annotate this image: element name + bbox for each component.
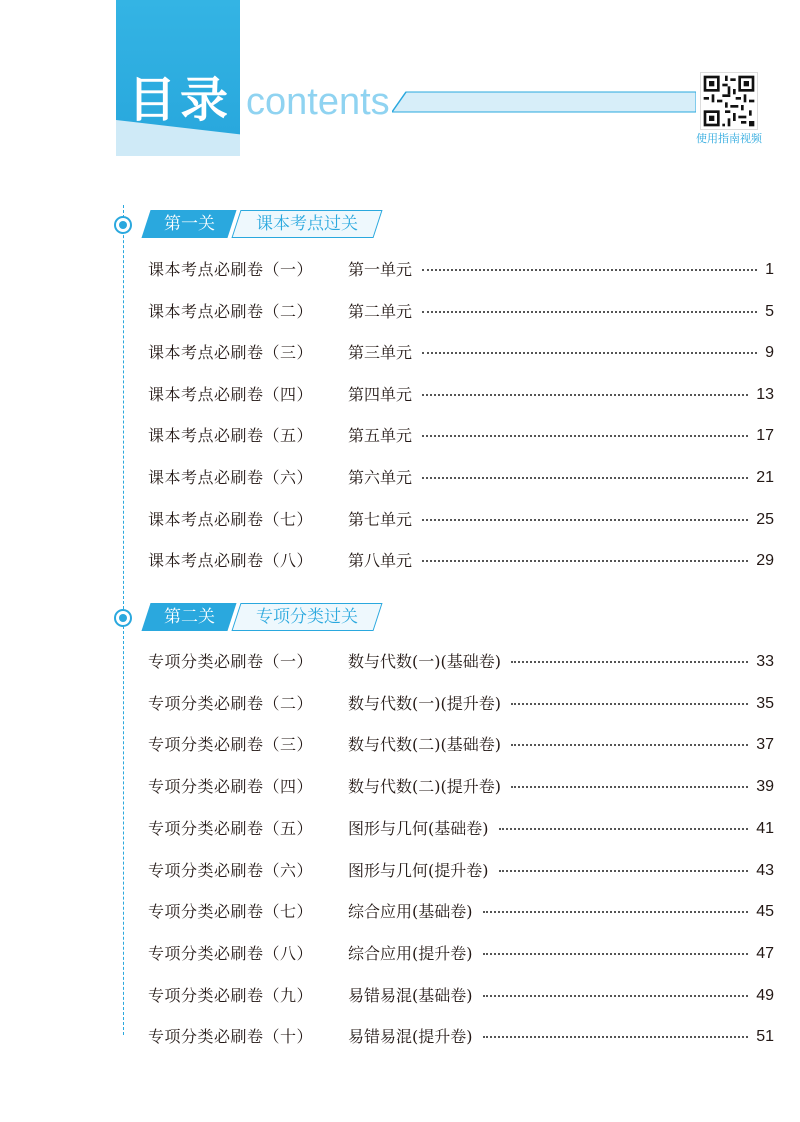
dot-leader — [483, 953, 748, 955]
dot-leader — [422, 269, 757, 271]
toc-entry-label: 专项分类必刷卷（二） — [148, 694, 314, 713]
toc-entry-page: 25 — [756, 511, 774, 528]
toc-entry-title: 数与代数(一)(基础卷) — [348, 652, 501, 671]
toc-entry-page: 21 — [756, 469, 774, 486]
qr-code-icon — [701, 73, 757, 129]
section-header — [112, 210, 392, 242]
toc-entry-page: 5 — [765, 303, 774, 320]
toc-entry[interactable] — [148, 900, 774, 924]
toc-entry-label: 课本考点必刷卷（三） — [148, 343, 314, 362]
dot-leader — [422, 519, 748, 521]
toc-entry[interactable] — [148, 984, 774, 1008]
section-name-text: 课本考点过关 — [256, 214, 358, 234]
toc-entry-label: 课本考点必刷卷（七） — [148, 510, 314, 529]
toc-entry-label: 课本考点必刷卷（五） — [148, 426, 314, 445]
section-bullet-icon — [114, 609, 132, 627]
toc-entry-label: 课本考点必刷卷（一） — [148, 260, 314, 279]
toc-entry-label: 专项分类必刷卷（三） — [148, 735, 314, 754]
toc-entry-page: 9 — [765, 344, 774, 361]
dot-leader — [511, 744, 748, 746]
toc-entry-title: 数与代数(二)(基础卷) — [348, 735, 501, 754]
toc-entry-page: 13 — [756, 386, 774, 403]
toc-entry-title: 第二单元 — [348, 302, 413, 321]
toc-entry[interactable] — [148, 942, 774, 966]
dot-leader — [422, 477, 748, 479]
toc-entry-title: 第六单元 — [348, 468, 413, 487]
toc-entry[interactable] — [148, 733, 774, 757]
toc-entry-title: 第一单元 — [348, 260, 413, 279]
toc-entry-title: 图形与几何(基础卷) — [348, 819, 489, 838]
section-name — [231, 210, 382, 238]
toc-entry[interactable] — [148, 258, 774, 282]
toc-entry-page: 35 — [756, 695, 774, 712]
toc-entry-title: 易错易混(提升卷) — [348, 1027, 473, 1046]
section-name-text: 专项分类过关 — [256, 607, 358, 627]
page-subtitle: contents — [246, 81, 390, 123]
toc-entry-title: 易错易混(基础卷) — [348, 986, 473, 1005]
dot-leader — [483, 995, 748, 997]
section-tag — [141, 210, 236, 238]
toc-entry-page: 41 — [756, 820, 774, 837]
toc-entry-label: 专项分类必刷卷（八） — [148, 944, 314, 963]
toc-entry-label: 专项分类必刷卷（十） — [148, 1027, 314, 1046]
toc-entry-page: 43 — [756, 862, 774, 879]
toc-entry-title: 数与代数(二)(提升卷) — [348, 777, 501, 796]
toc-entry[interactable] — [148, 650, 774, 674]
toc-entry-label: 专项分类必刷卷（四） — [148, 777, 314, 796]
toc-entry-title: 第八单元 — [348, 551, 413, 570]
toc-entry-label: 专项分类必刷卷（六） — [148, 861, 314, 880]
dot-leader — [511, 703, 748, 705]
toc-entry[interactable] — [148, 817, 774, 841]
section-header — [112, 603, 392, 635]
qr-caption: 使用指南视频 — [696, 132, 762, 145]
toc-entry-title: 综合应用(基础卷) — [348, 902, 473, 921]
toc-entry[interactable] — [148, 859, 774, 883]
toc-entry[interactable] — [148, 692, 774, 716]
toc-entry[interactable] — [148, 424, 774, 448]
toc-entry-page: 33 — [756, 653, 774, 670]
toc-entry[interactable] — [148, 383, 774, 407]
section-name — [231, 603, 382, 631]
toc-entry[interactable] — [148, 466, 774, 490]
section-bullet-icon — [114, 216, 132, 234]
dot-leader — [483, 911, 748, 913]
toc-entry[interactable] — [148, 300, 774, 324]
toc-entry-page: 29 — [756, 552, 774, 569]
section-tag-text: 第二关 — [163, 607, 215, 627]
toc-entry[interactable] — [148, 508, 774, 532]
dot-leader — [499, 870, 748, 872]
toc-entry-label: 课本考点必刷卷（二） — [148, 302, 314, 321]
toc-entry-label: 专项分类必刷卷（五） — [148, 819, 314, 838]
toc-entry-title: 数与代数(一)(提升卷) — [348, 694, 501, 713]
toc-entry[interactable] — [148, 1025, 774, 1049]
dot-leader — [422, 394, 748, 396]
dot-leader — [511, 786, 748, 788]
toc-entry-label: 课本考点必刷卷（八） — [148, 551, 314, 570]
toc-entry-page: 47 — [756, 945, 774, 962]
toc-entry[interactable] — [148, 775, 774, 799]
toc-entry-label: 专项分类必刷卷（一） — [148, 652, 314, 671]
toc-entry-page: 51 — [756, 1028, 774, 1045]
dot-leader — [422, 435, 748, 437]
section-tag — [141, 603, 236, 631]
toc-entry-label: 课本考点必刷卷（四） — [148, 385, 314, 404]
toc-entry-page: 49 — [756, 987, 774, 1004]
toc-entry-page: 39 — [756, 778, 774, 795]
dot-leader — [422, 560, 748, 562]
toc-entry-page: 37 — [756, 736, 774, 753]
dot-leader — [483, 1036, 748, 1038]
toc-entry[interactable] — [148, 549, 774, 573]
dot-leader — [499, 828, 748, 830]
toc-entry-page: 45 — [756, 903, 774, 920]
toc-entry-label: 课本考点必刷卷（六） — [148, 468, 314, 487]
toc-entry-title: 综合应用(提升卷) — [348, 944, 473, 963]
dot-leader — [422, 311, 757, 313]
toc-entry-page: 1 — [765, 261, 774, 278]
toc-entry-label: 专项分类必刷卷（七） — [148, 902, 314, 921]
toc-entry-title: 第五单元 — [348, 426, 413, 445]
page-title: 目录 — [128, 72, 233, 128]
toc-entry-title: 第四单元 — [348, 385, 413, 404]
toc-entry-title: 第三单元 — [348, 343, 413, 362]
dot-leader — [511, 661, 748, 663]
toc-entry-label: 专项分类必刷卷（九） — [148, 986, 314, 1005]
toc-entry-page: 17 — [756, 427, 774, 444]
toc-entry-title: 图形与几何(提升卷) — [348, 861, 489, 880]
qr-code[interactable] — [700, 72, 758, 130]
section-tag-text: 第一关 — [163, 214, 215, 234]
header-decor-bar — [392, 90, 696, 114]
toc-entry[interactable] — [148, 341, 774, 365]
toc-entry-title: 第七单元 — [348, 510, 413, 529]
dot-leader — [422, 352, 757, 354]
